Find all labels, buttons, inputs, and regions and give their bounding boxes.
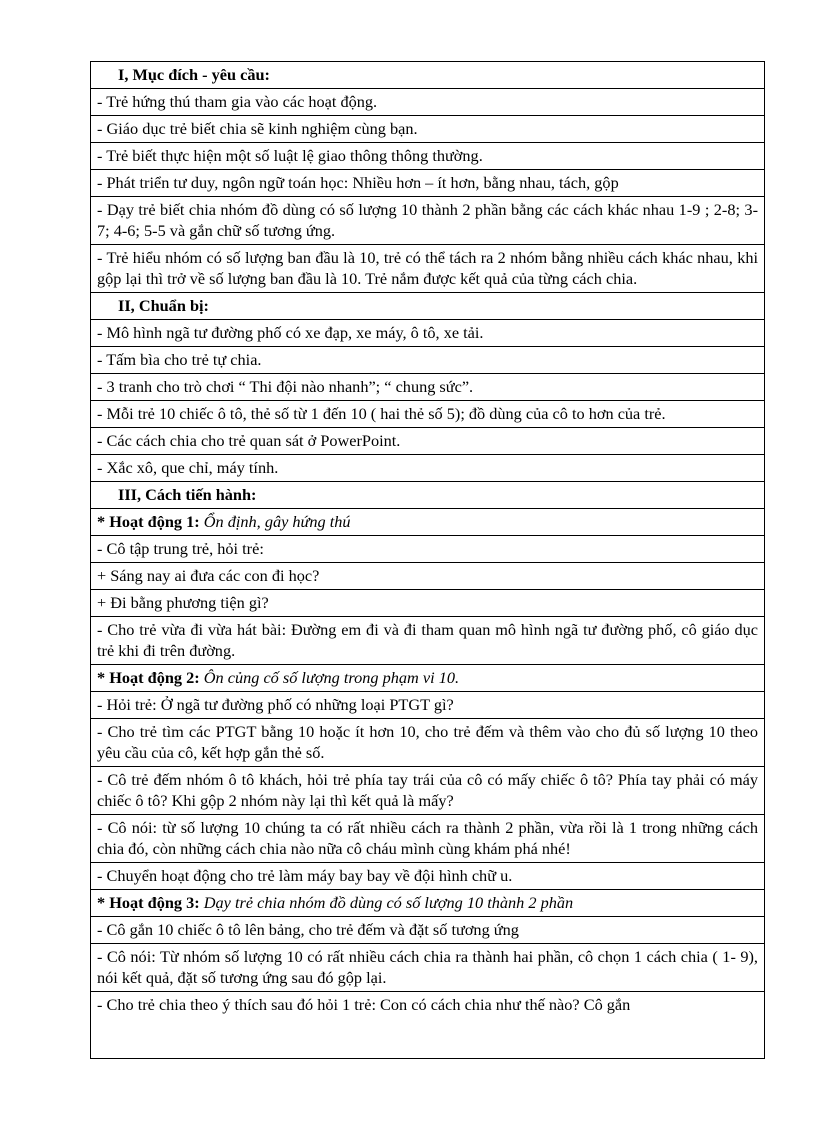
text-line: - Phát triển tư duy, ngôn ngữ toán học: Nhiều hơn – ít hơn, bằng nhau, tách, gộp [91,170,764,197]
text-line: - Tấm bìa cho trẻ tự chia. [91,347,764,374]
text-line: - 3 tranh cho trò chơi “ Thi đội nào nhanh”; “ chung sức”. [91,374,764,401]
text-line: - Hỏi trẻ: Ở ngã tư đường phố có những loại PTGT gì? [91,692,764,719]
text-line: - Mỗi trẻ 10 chiếc ô tô, thẻ số từ 1 đến 10 ( hai thẻ số 5); đồ dùng của cô to hơn của trẻ. [91,401,764,428]
text-line: - Cô trẻ đếm nhóm ô tô khách, hỏi trẻ phía tay trái của cô có mấy chiếc ô tô? Phía tay phải có máy chiếc ô tô? Khi gộp 2 nhóm này lại thì kết quả là mấy? [91,767,764,815]
text-line: - Trẻ hứng thú tham gia vào các hoạt động. [91,89,764,116]
text-line: - Dạy trẻ biết chia nhóm đồ dùng có số lượng 10 thành 2 phần bằng các cách khác nhau 1-9 ; 2-8; 3-7; 4-6; 5-5 và gắn chữ số tương ứng. [91,197,764,245]
text-line: - Xắc xô, que chỉ, máy tính. [91,455,764,482]
text-line: - Cho trẻ vừa đi vừa hát bài: Đường em đi và đi tham quan mô hình ngã tư đường phố, cô giáo dục trẻ khi đi trên đường. [91,617,764,665]
section-heading: I, Mục đích - yêu cầu: [91,62,764,89]
activity-heading [91,665,764,692]
document-page [90,61,765,1059]
activity-label: * Hoạt động 1: [97,512,200,531]
section-heading: III, Cách tiến hành: [91,482,764,509]
text-line: - Cho trẻ chia theo ý thích sau đó hỏi 1 trẻ: Con có cách chia như thế nào? Cô gắn [97,995,631,1014]
text-line: - Chuyển hoạt động cho trẻ làm máy bay bay về đội hình chữ u. [91,863,764,890]
text-line: - Cho trẻ tìm các PTGT bằng 10 hoặc ít hơn 10, cho trẻ đếm và thêm vào cho đủ số lượng 10 theo yêu cầu của cô, kết hợp gắn thẻ số. [91,719,764,767]
text-line: + Sáng nay ai đưa các con đi học? [91,563,764,590]
text-line: - Các cách chia cho trẻ quan sát ở PowerPoint. [91,428,764,455]
activity-label: * Hoạt động 2: [97,668,200,687]
activity-title: Dạy trẻ chia nhóm đồ dùng có số lượng 10 thành 2 phần [203,893,574,912]
activity-heading [91,509,764,536]
text-line: - Cô nói: từ số lượng 10 chúng ta có rất nhiều cách ra thành 2 phần, vừa rồi là 1 trong những cách chia đó, còn những cách chia nào nữa cô cháu mình cùng khám phá nhé! [91,815,764,863]
text-line: - Cô gắn 10 chiếc ô tô lên bảng, cho trẻ đếm và đặt số tương ứng [91,917,764,944]
text-line: + Đi bằng phương tiện gì? [91,590,764,617]
text-line: - Cô tập trung trẻ, hỏi trẻ: [91,536,764,563]
activity-title: Ôn củng cố số lượng trong phạm vi 10. [203,668,460,687]
section-heading: II, Chuẩn bị: [91,293,764,320]
activity-title: Ổn định, gây hứng thú [203,512,351,531]
text-line: - Trẻ biết thực hiện một số luật lệ giao thông thông thường. [91,143,764,170]
text-line: - Mô hình ngã tư đường phố có xe đạp, xe máy, ô tô, xe tải. [91,320,764,347]
activity-heading [91,890,764,917]
text-line: - Cô nói: Từ nhóm số lượng 10 có rất nhiều cách chia ra thành hai phần, cô chọn 1 cách chia ( 1- 9), nói kết quả, đặt số tương ứng sau đó gộp lại. [91,944,764,992]
activity-label: * Hoạt động 3: [97,893,200,912]
text-line: - Giáo dục trẻ biết chia sẽ kinh nghiệm cùng bạn. [91,116,764,143]
text-line: - Trẻ hiểu nhóm có số lượng ban đầu là 10, trẻ có thể tách ra 2 nhóm bằng nhiều cách khác nhau, khi gộp lại thì trở về số lượng ban đầu là 10. Trẻ nắm được kết quả của từng cách chia. [91,245,764,293]
